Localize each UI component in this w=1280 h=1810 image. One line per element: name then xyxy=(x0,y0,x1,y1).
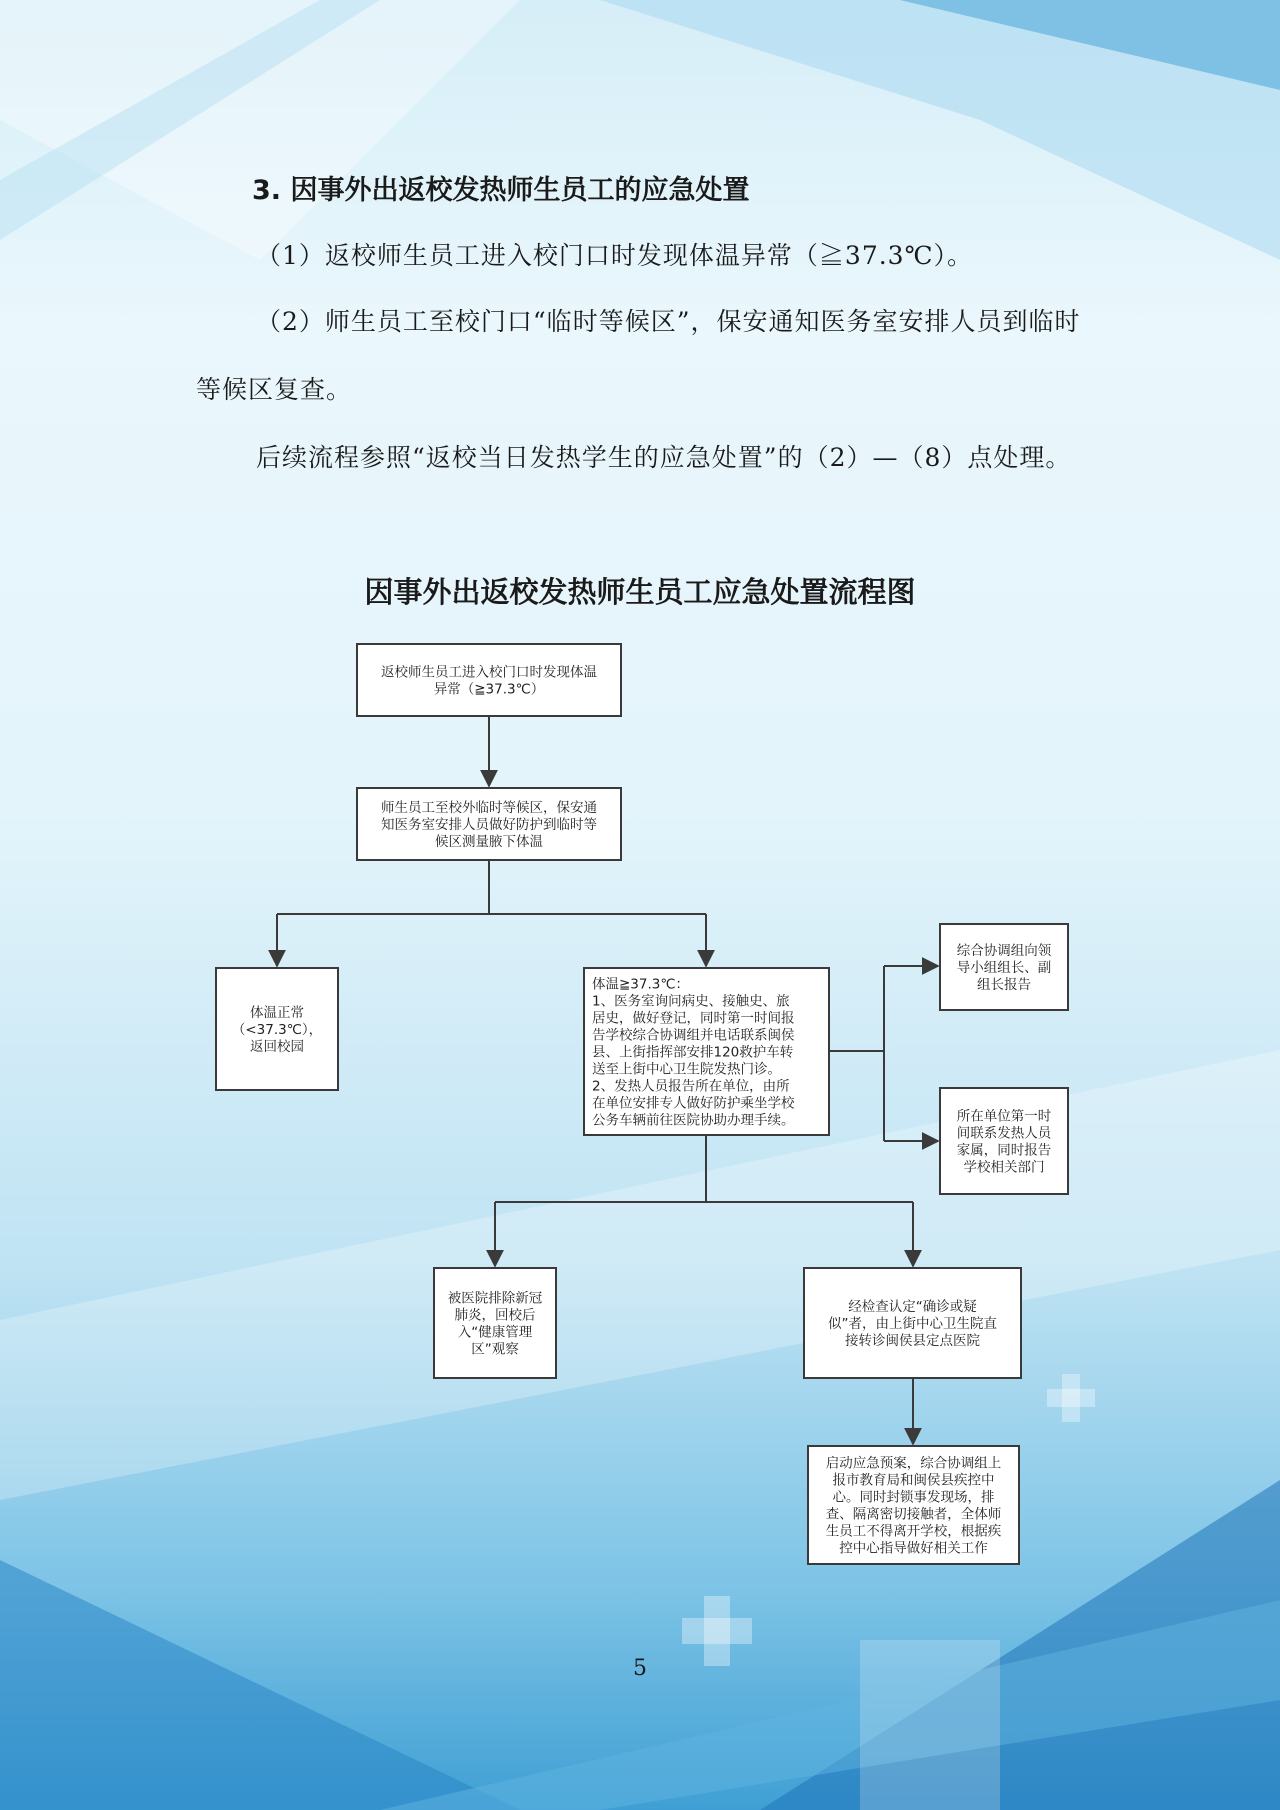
flowchart-title: 因事外出返校发热师生员工应急处置流程图 xyxy=(364,575,916,609)
flow-node-text: 体温≧37.3℃： xyxy=(592,976,690,993)
flow-node-text: 公务车辆前往医院协助办理手续。 xyxy=(592,1112,795,1129)
flow-node-n2 xyxy=(357,788,621,860)
flow-node-text: 肺炎，回校后 xyxy=(454,1307,536,1324)
flow-node-text: 在单位安排专人做好防护乘坐学校 xyxy=(592,1095,795,1112)
flow-node-text: 所在单位第一时 xyxy=(956,1108,1052,1125)
flow-node-text: 告学校综合协调组并电话联系闽侯 xyxy=(592,1027,795,1044)
flow-node-text: 区”观察 xyxy=(471,1341,519,1358)
flow-node-text: 家属，同时报告 xyxy=(956,1142,1052,1159)
flow-node-text: 学校相关部门 xyxy=(963,1159,1045,1176)
flow-node-text: 组长报告 xyxy=(977,977,1031,993)
flow-node-text: 查、隔离密切接触者，全体师 xyxy=(825,1506,1002,1523)
flow-node-text: 被医院排除新冠 xyxy=(447,1290,543,1307)
paragraph-2: （2）师生员工至校门口“临时等候区”，保安通知医务室安排人员到临时等候区复查。 xyxy=(196,307,1081,404)
flow-node-text: 接转诊闽侯县定点医院 xyxy=(845,1333,980,1349)
paragraph-3: 后续流程参照“返校当日发热学生的应急处置”的（2）—（8）点处理。 xyxy=(256,443,1072,472)
flow-node-text: 返回校园 xyxy=(250,1039,304,1055)
flow-node-n1 xyxy=(357,644,621,716)
flow-node-text: 送至上街中心卫生院发热门诊。 xyxy=(592,1061,781,1078)
flow-node-n4 xyxy=(584,968,829,1135)
flow-node-n6 xyxy=(940,1088,1068,1194)
flow-node-text: （<37.3℃）， xyxy=(231,1022,323,1038)
flow-node-text: 综合协调组向领 xyxy=(956,943,1052,959)
section-heading: 3. 因事外出返校发热师生员工的应急处置 xyxy=(252,175,750,206)
flow-node-n9 xyxy=(808,1446,1019,1564)
flow-node-text: 间联系发热人员 xyxy=(956,1125,1052,1142)
flow-node-text: 2、发热人员报告所在单位，由所 xyxy=(592,1078,790,1095)
flow-node-text: 居史，做好登记，同时第一时间报 xyxy=(592,1010,795,1027)
flow-node-text: 县、上街指挥部安排120救护车转 xyxy=(592,1044,794,1061)
flow-node-text: 报市教育局和闽侯县疾控中 xyxy=(832,1472,995,1489)
flow-node-text: 1、医务室询问病史、接触史、旅 xyxy=(592,993,790,1010)
flow-node-text: 入“健康管理 xyxy=(457,1324,533,1341)
flow-node-text: 启动应急预案，综合协调组上 xyxy=(825,1455,1002,1472)
flow-node-text: 控中心指导做好相关工作 xyxy=(839,1540,988,1557)
flow-node-text: 师生员工至校外临时等候区，保安通 xyxy=(381,800,597,816)
flow-node-text: 导小组组长、副 xyxy=(956,960,1052,976)
paragraph-1: （1）返校师生员工进入校门口时发现体温异常（≧37.3℃）。 xyxy=(256,241,974,270)
flow-node-text: 异常（≧37.3℃） xyxy=(433,681,545,698)
page-number: 5 xyxy=(633,1656,647,1681)
flow-node-text: 生员工不得离开学校，根据疾 xyxy=(825,1523,1002,1540)
flow-node-text: 似”者，由上街中心卫生院直 xyxy=(828,1316,997,1332)
flow-node-text: 知医务室安排人员做好防护到临时等 xyxy=(381,817,597,833)
flow-node-n5 xyxy=(940,924,1068,1010)
flow-node-text: 体温正常 xyxy=(250,1005,304,1021)
flow-node-n7 xyxy=(434,1268,556,1378)
flow-node-text: 心。同时封锁事发现场，排 xyxy=(832,1489,995,1506)
flow-node-n3 xyxy=(216,968,338,1090)
flow-node-text: 返校师生员工进入校门口时发现体温 xyxy=(381,664,597,681)
flow-node-text: 经检查认定“确诊或疑 xyxy=(848,1299,977,1315)
flow-node-text: 候区测量腋下体温 xyxy=(435,834,543,850)
flow-node-n8 xyxy=(804,1268,1021,1378)
